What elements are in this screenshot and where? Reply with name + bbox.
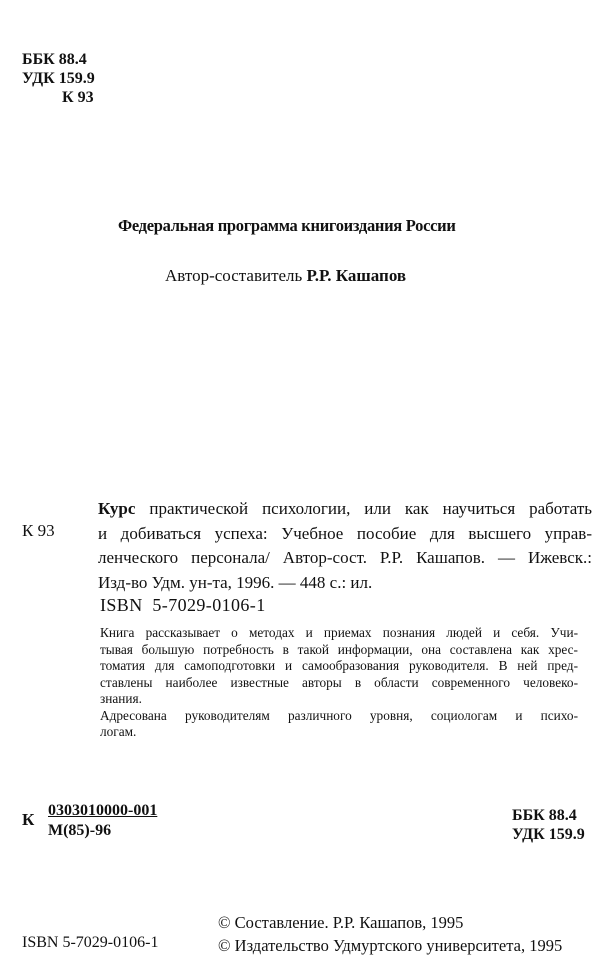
catalog-numerator: 0303010000-001 bbox=[48, 802, 158, 819]
author-name: Р.Р. Кашапов bbox=[306, 266, 407, 285]
catalog-code bbox=[48, 801, 157, 841]
author-prefix: Автор-составитель bbox=[165, 266, 303, 285]
copyright-publisher: © Издательство Удмуртского университета, 1995 bbox=[218, 936, 563, 955]
bottom-classification-codes bbox=[512, 806, 585, 844]
annotation-line: Книга рассказывает о методах и приемах познания людей и себя. Учи- bbox=[100, 625, 578, 640]
annotation-line: томатия для самоподготовки и самообразования руководителя. В ней пред- bbox=[100, 658, 578, 673]
bottom-bbk-code: ББК 88.4 bbox=[512, 807, 577, 824]
bib-line-1-rest: практической психологии, или как научиться работать bbox=[149, 499, 592, 518]
annotation-line: знания. bbox=[100, 691, 142, 706]
program-title: Федеральная программа книгоиздания России bbox=[118, 216, 456, 235]
author-line bbox=[165, 266, 406, 286]
bibliographic-code: К 93 bbox=[22, 521, 55, 540]
bib-line-4: Изд-во Удм. ун-та, 1996. — 448 с.: ил. bbox=[98, 572, 373, 592]
bottom-udk-code: УДК 159.9 bbox=[512, 826, 585, 843]
audience-line: Адресована руководителям различного уровня, социологам и психо- bbox=[100, 707, 578, 723]
udk-code: УДК 159.9 bbox=[22, 70, 95, 87]
catalog-denominator: М(85)-96 bbox=[48, 822, 112, 839]
bib-line-2: и добиваться успеха: Учебное пособие для высшего управ- bbox=[98, 523, 592, 543]
isbn-main: ISBN 5-7029-0106-1 bbox=[100, 595, 266, 615]
bib-line-1 bbox=[98, 497, 592, 522]
annotation bbox=[100, 625, 578, 741]
annotation-line: ставлены наиболее известные авторы в области современного человеко- bbox=[100, 674, 578, 690]
copyright-block bbox=[218, 911, 562, 957]
bibliographic-record bbox=[98, 497, 592, 595]
audience-line: логам. bbox=[100, 724, 137, 739]
isbn-bottom: ISBN 5-7029-0106-1 bbox=[22, 934, 159, 951]
catalog-letter: К bbox=[22, 810, 35, 829]
bib-title-word: Курс bbox=[98, 499, 136, 518]
bbk-code: ББК 88.4 bbox=[22, 51, 87, 68]
copyright-compilation: © Составление. Р.Р. Кашапов, 1995 bbox=[218, 913, 464, 932]
classification-codes bbox=[22, 50, 95, 107]
bib-line-3: ленческого персонала/ Автор-сост. Р.Р. Кашапов. — Ижевск.: bbox=[98, 548, 592, 567]
author-sign-code: К 93 bbox=[62, 89, 94, 106]
annotation-line: тывая большую потребность в такой информации, она составлена как хрес- bbox=[100, 641, 578, 657]
